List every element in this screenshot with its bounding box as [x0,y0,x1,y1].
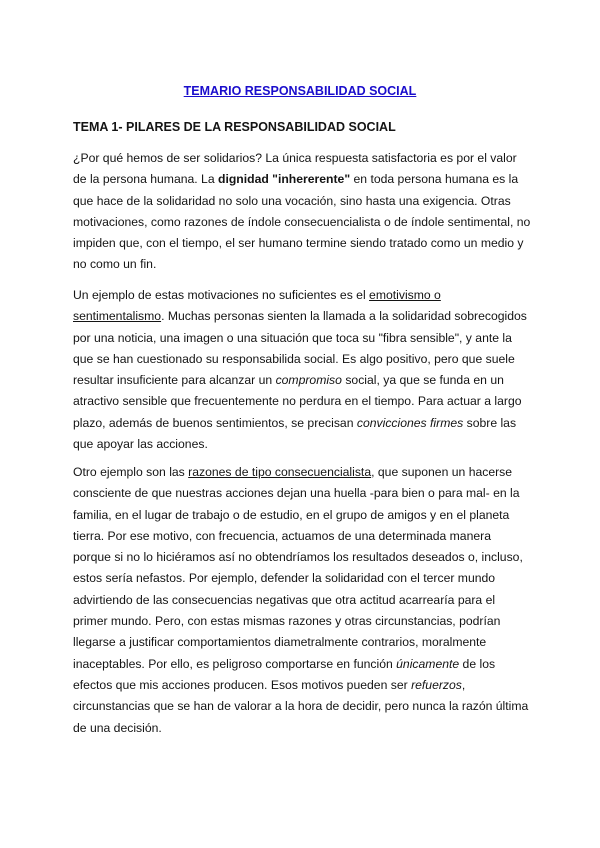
text-run: . Muchas personas sienten la llamada a la solidaridad sobrecogidos [161,309,527,324]
text-line: tierra. Por ese motivo, con frecuencia, actuamos de una determinada manera [73,528,491,543]
text-line [73,285,535,306]
text-line: familia, en el lugar de trabajo o de estudio, en el grupo de amigos y en el planeta [73,507,510,522]
text-run: en toda persona humana es la [350,172,519,187]
text-line: ¿Por qué hemos de ser solidarios? La única respuesta satisfactoria es por el valor [73,151,517,165]
underlined-text: emotivismo o [369,288,441,302]
text-line: no como un fin. [73,257,157,272]
text-run: , que suponen un hacerse [371,465,513,479]
text-line: por una noticia, una imagen o una situación que toca su "fibra sensible", y ante la [73,330,512,345]
text-run: Un ejemplo de estas motivaciones no suficientes es el [73,288,370,302]
paragraph-2 [73,285,535,455]
underlined-text: sentimentalismo [73,309,162,324]
text-line: primer mundo. Pero, con estas mismas razones y otras circunstancias, podrían [73,614,501,629]
text-line [73,169,535,190]
text-line: estos sería nefastos. Por ejemplo, defender la solidaridad con el tercer mundo [73,571,496,586]
text-run: , [461,677,466,692]
text-line [73,306,535,327]
text-line: impiden que, con el tiempo, el ser humano termine siendo tratado como un medio y [73,236,524,251]
text-line: motivaciones, como razones de índole consecuencialista o de índole sentimental, no [73,214,531,229]
text-run: efectos que mis acciones producen. Esos motivos pueden ser [73,677,412,692]
text-line [73,413,535,434]
text-line [73,462,535,483]
text-line [73,675,535,696]
text-line [73,654,535,675]
text-line: que apoyar las acciones. [73,437,208,452]
text-line: que hace de la solidaridad no solo una vocación, sino hasta una exigencia. Otras [73,193,511,208]
paragraph-3 [73,462,535,739]
text-run: inaceptables. Por ello, es peligroso comportarse en función [73,656,397,671]
document-title: TEMARIO RESPONSABILIDAD SOCIAL [183,84,417,98]
italic-text: únicamente [396,656,460,671]
paragraph-1 [73,148,535,276]
italic-text: convicciones firmes [356,415,464,430]
section-heading: TEMA 1- PILARES DE LA RESPONSABILIDAD SOCIAL [73,120,396,134]
bold-text: dignidad "inhererente" [218,172,351,187]
text-line [73,370,535,391]
text-run: social, ya que se funda en un [341,373,504,388]
text-line: advirtiendo de las consecuencias negativas que otra actitud acarrearía para el [73,592,496,607]
text-run: de la persona humana. La [73,172,219,187]
text-line: circunstancias que se han de valorar a la hora de decidir, pero nunca la razón última [73,699,529,714]
text-run: resultar insuficiente para alcanzar un [73,373,276,388]
text-line: de una decisión. [73,720,162,735]
text-line: porque si no lo hiciéramos así no obtendríamos los resultados deseados o, incluso, [73,550,523,565]
text-run: de los [459,656,496,671]
text-run: sobre las [463,415,517,430]
text-run: plazo, además de buenos sentimientos, se precisan [73,415,357,430]
underlined-text: razones de tipo consecuencialista [188,465,372,479]
text-line: llegarse a justificar comportamientos diametralmente contrarios, moralmente [73,635,487,650]
text-line: que se han cuestionado su responsabilida social. Es algo positivo, pero que suele [73,351,515,366]
text-line: atractivo sensible que frecuentemente no perdura en el tiempo. Para actuar a largo [73,394,522,409]
text-line: consciente de que nuestras acciones dejan una huella -para bien o para mal- en la [73,486,520,501]
text-run: Otro ejemplo son las [73,465,189,479]
italic-text: refuerzos [411,677,462,692]
italic-text: compromiso [275,373,342,388]
